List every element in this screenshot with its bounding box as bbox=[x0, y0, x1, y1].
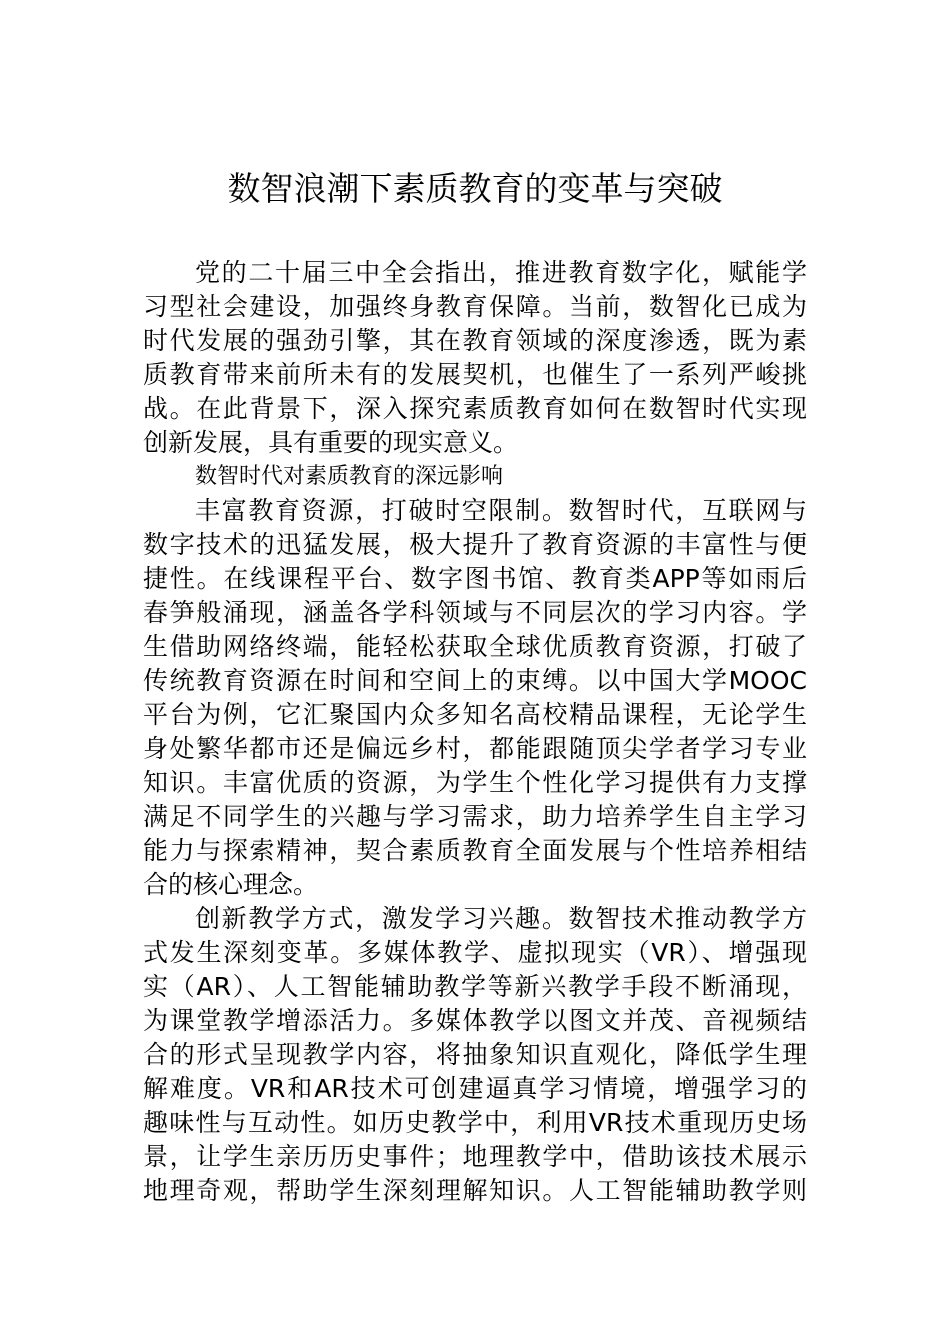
text-line: 战。在此背景下，深入探究素质教育如何在数智时代实现 bbox=[143, 394, 807, 423]
text-line: 合的形式呈现教学内容，将抽象知识直观化，降低学生理 bbox=[143, 1040, 807, 1069]
text-line: 丰富教育资源，打破时空限制。数智时代，互联网与 bbox=[195, 496, 807, 525]
text-line: 数字技术的迅猛发展，极大提升了教育资源的丰富性与便 bbox=[143, 530, 807, 559]
text-line: 知识。丰富优质的资源，为学生个性化学习提供有力支撑 bbox=[143, 768, 807, 797]
text-line: 党的二十届三中全会指出，推进教育数字化，赋能学 bbox=[195, 258, 807, 287]
section-heading: 数智时代对素质教育的深远影响 bbox=[195, 464, 504, 489]
text-line: 创新教学方式，激发学习兴趣。数智技术推动教学方 bbox=[195, 904, 807, 933]
text-line: 为课堂教学增添活力。多媒体教学以图文并茂、音视频结 bbox=[143, 1006, 807, 1035]
text-line: 时代发展的强劲引擎，其在教育领域的深度渗透，既为素 bbox=[143, 326, 807, 355]
text-line: 满足不同学生的兴趣与学习需求，助力培养学生自主学习 bbox=[143, 802, 807, 831]
text-line: 实（AR）、人工智能辅助教学等新兴教学手段不断涌现， bbox=[143, 972, 807, 1001]
text-line: 平台为例，它汇聚国内众多知名高校精品课程，无论学生 bbox=[143, 700, 807, 729]
text-line: 景，让学生亲历历史事件；地理教学中，借助该技术展示 bbox=[143, 1142, 807, 1171]
text-line: 习型社会建设，加强终身教育保障。当前，数智化已成为 bbox=[143, 292, 807, 321]
text-line: 能力与探索精神，契合素质教育全面发展与个性培养相结 bbox=[143, 836, 807, 865]
text-line: 传统教育资源在时间和空间上的束缚。以中国大学MOOC bbox=[143, 666, 807, 695]
document-body bbox=[143, 256, 807, 1208]
document-title: 数智浪潮下素质教育的变革与突破 bbox=[227, 169, 723, 208]
text-line: 春笋般涌现，涵盖各学科领域与不同层次的学习内容。学 bbox=[143, 598, 807, 627]
text-line: 地理奇观，帮助学生深刻理解知识。人工智能辅助教学则 bbox=[143, 1176, 807, 1205]
text-line: 生借助网络终端，能轻松获取全球优质教育资源，打破了 bbox=[143, 632, 807, 661]
text-line: 质教育带来前所未有的发展契机，也催生了一系列严峻挑 bbox=[143, 360, 807, 389]
text-line: 捷性。在线课程平台、数字图书馆、教育类APP等如雨后 bbox=[143, 564, 807, 593]
text-line: 趣味性与互动性。如历史教学中，利用VR技术重现历史场 bbox=[143, 1108, 807, 1137]
text-line: 身处繁华都市还是偏远乡村，都能跟随顶尖学者学习专业 bbox=[143, 734, 807, 763]
text-line: 式发生深刻变革。多媒体教学、虚拟现实（VR）、增强现 bbox=[143, 938, 807, 967]
text-line: 合的核心理念。 bbox=[143, 870, 319, 899]
text-line: 解难度。VR和AR技术可创建逼真学习情境，增强学习的 bbox=[143, 1074, 807, 1103]
text-line: 创新发展，具有重要的现实意义。 bbox=[143, 428, 519, 457]
